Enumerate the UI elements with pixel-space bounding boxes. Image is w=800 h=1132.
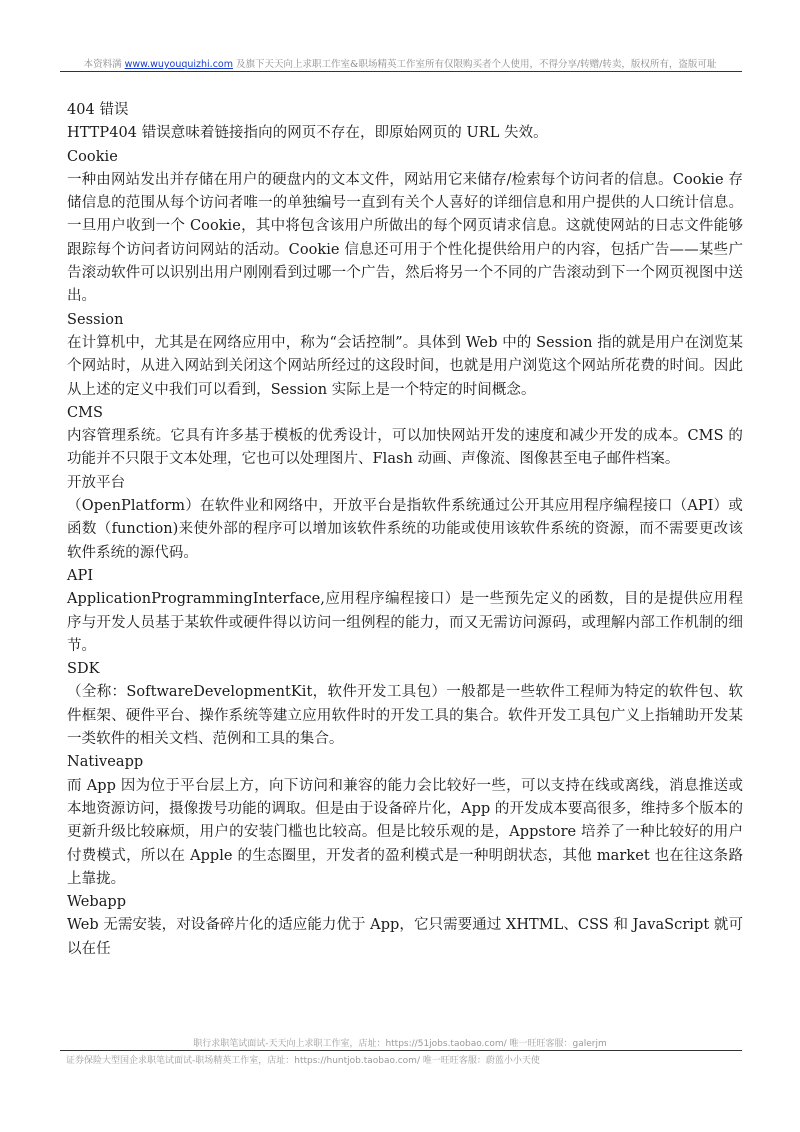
term-heading: CMS xyxy=(67,404,104,421)
term-heading: 开放平台 xyxy=(67,474,126,491)
footer-line-1: 职行求职笔试面试-天天向上求职工作室，店址：https://51jobs.taobao.com/ 唯一旺旺客服：galerjm xyxy=(193,1039,607,1049)
footer-divider xyxy=(60,1050,742,1051)
term-heading: Cookie xyxy=(67,148,118,165)
term-heading: Webapp xyxy=(67,894,127,911)
header-suffix: 及旗下天天向上求职工作室&职场精英工作室所有仅限购买者个人使用，不得分享/转赠/转卖，版权所有，盗版可耻 xyxy=(233,59,717,70)
term-definition: 一种由网站发出并存储在用户的硬盘内的文本文件，网站用它来储存/检索每个访问者的信息。Cookie 存储信息的范围从每个访问者唯一的单独编号一直到有关个人喜好的详细信息和用户提供的人口统计信息。一旦用户收到一个 Cookie，其中将包含该用户所做出的每个网页请求信息。这就使网站的日志文件能够跟踪每个访问者访问网站的活动。Cookie 信息还可用于个性化提供给用户的内容，包括广告——某些广告滚动软件可以识别出用户刚刚看到过哪一个广告，然后将另一个不同的广告滚动到下一个网页视图中送出。 xyxy=(67,171,743,305)
footer-line-2: 证券保险大型国企求职笔试面试-职场精英工作室，店址：https://huntjob.taobao.com/ 唯一旺旺客服：蔚蓝小小天使 xyxy=(66,1056,540,1066)
term-definition: ApplicationProgrammingInterface,应用程序编程接口）是一些预先定义的函数，目的是提供应用程序与开发人员基于某软件或硬件得以访问一组例程的能力，而又无需访问源码，或理解内部工作机制的细节。 xyxy=(67,591,743,654)
term-heading: Nativeapp xyxy=(67,754,144,771)
term-definition: Web 无需安装，对设备碎片化的适应能力优于 App，它只需要通过 XHTML、CSS 和 JavaScript 就可以在任 xyxy=(67,917,743,957)
header-divider xyxy=(60,71,742,72)
site-link[interactable]: www.wuyouquizhi.com xyxy=(124,59,233,70)
term-definition: HTTP404 错误意味着链接指向的网页不存在，即原始网页的 URL 失效。 xyxy=(67,125,548,142)
document-body xyxy=(67,99,743,961)
term-heading: 404 错误 xyxy=(67,102,129,118)
term-heading: Session xyxy=(67,311,124,328)
term-heading: SDK xyxy=(67,661,100,678)
term-heading: API xyxy=(67,567,94,584)
term-definition: 而 App 因为位于平台层上方，向下访问和兼容的能力会比较好一些，可以支持在线或离线，消息推送或本地资源访问，摄像拨号功能的调取。但是由于设备碎片化，App 的开发成本要高很多，维持多个版本的更新升级比较麻烦，用户的安装门槛也比较高。但是比较乐观的是，Appstore 培养了一种比较好的用户付费模式，所以在 Apple 的生态圈里，开发者的盈利模式是一种明朗状态，其他 market 也在往这条路上靠拢。 xyxy=(67,777,743,887)
page-header xyxy=(60,56,740,70)
term-definition: 内容管理系统。它具有许多基于模板的优秀设计，可以加快网站开发的速度和减少开发的成本。CMS 的功能并不只限于文本处理，它也可以处理图片、Flash 动画、声像流、图像甚至电子邮件档案。 xyxy=(67,428,743,468)
header-prefix: 本资料满 xyxy=(83,59,125,70)
term-definition: （全称：SoftwareDevelopmentKit，软件开发工具包）一般都是一些软件工程师为特定的软件包、软件框架、硬件平台、操作系统等建立应用软件时的开发工具的集合。软件开发工具包广义上指辅助开发某一类软件的相关文档、范例和工具的集合。 xyxy=(67,684,743,748)
term-definition: 在计算机中，尤其是在网络应用中，称为“会话控制”。具体到 Web 中的 Session 指的就是用户在浏览某个网站时，从进入网站到关闭这个网站所经过的这段时间，也就是用户浏览这个网站所花费的时间。因此从上述的定义中我们可以看到，Session 实际上是一个特定的时间概念。 xyxy=(67,334,743,398)
term-definition: （OpenPlatform）在软件业和网络中，开放平台是指软件系统通过公开其应用程序编程接口（API）或函数（function)来使外部的程序可以增加该软件系统的功能或使用该软件系统的资源，而不需要更改该软件系统的源代码。 xyxy=(67,498,743,561)
